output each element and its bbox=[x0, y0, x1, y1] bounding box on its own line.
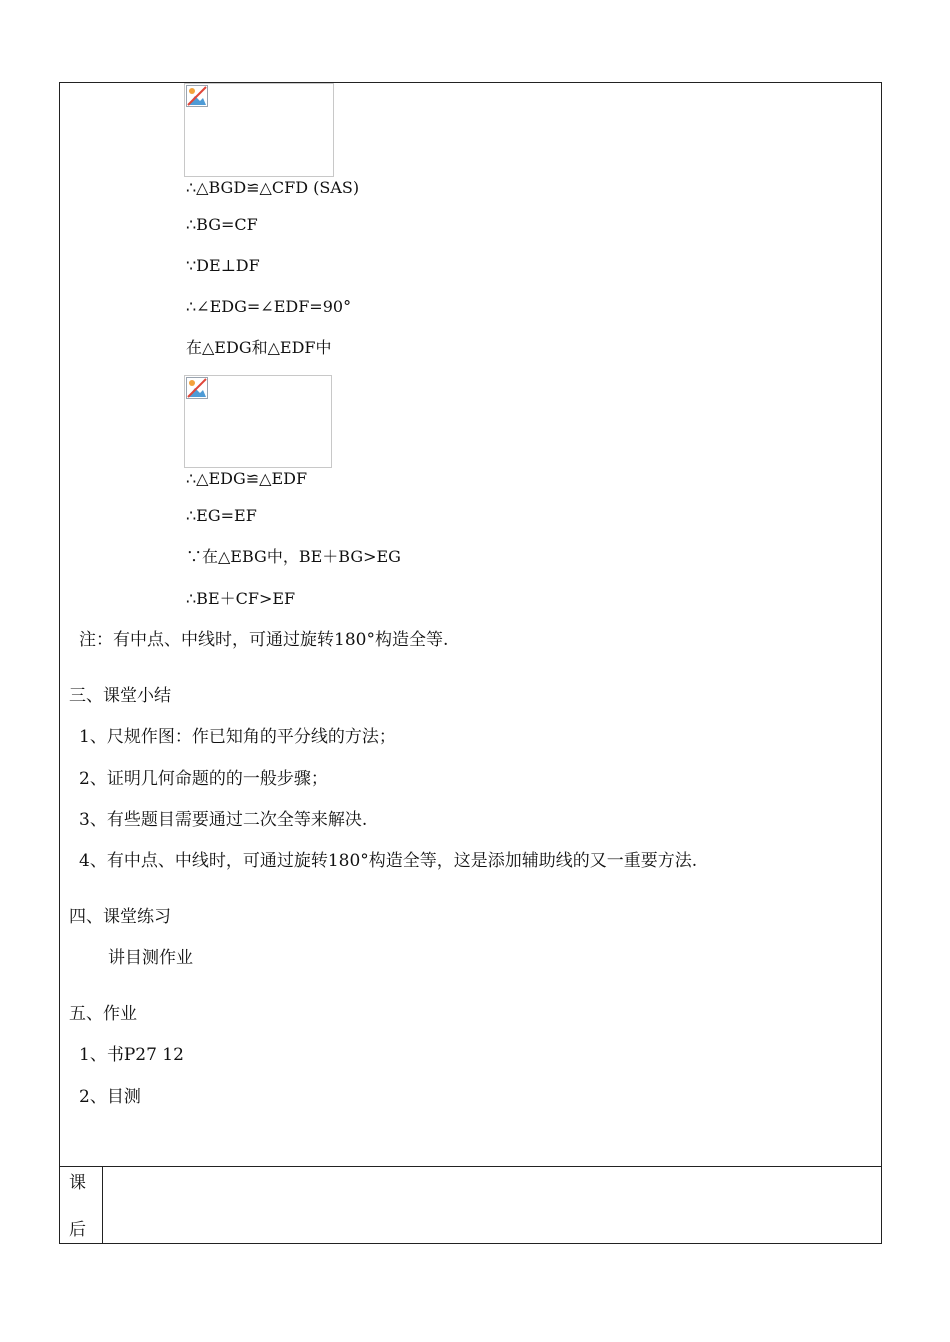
homework-item-1: 1、书P27 12 bbox=[79, 1045, 184, 1065]
figure-image-placeholder-2 bbox=[184, 375, 332, 468]
proof-line-5: 在△EDG和△EDF中 bbox=[186, 338, 332, 357]
proof-line-3: ∵DE⊥DF bbox=[186, 256, 260, 275]
proof-line-6: ∴△EDG≌△EDF bbox=[186, 469, 308, 488]
practice-heading: 四、课堂练习 bbox=[69, 907, 171, 927]
proof-line-8: ∵在△EBG中，BE＋BG>EG bbox=[186, 547, 401, 566]
homework-heading: 五、作业 bbox=[69, 1004, 137, 1024]
proof-line-1: ∴△BGD≌△CFD (SAS) bbox=[186, 178, 360, 197]
note-text: 注：有中点、中线时，可通过旋转180°构造全等. bbox=[79, 630, 449, 650]
broken-image-icon bbox=[186, 377, 208, 399]
broken-image-icon bbox=[186, 85, 208, 107]
after-class-label-1: 课 bbox=[69, 1173, 86, 1193]
practice-body: 讲目测作业 bbox=[108, 948, 193, 968]
lesson-table-frame bbox=[59, 82, 882, 1244]
summary-item-4: 4、有中点、中线时，可通过旋转180°构造全等，这是添加辅助线的又一重要方法. bbox=[79, 851, 698, 871]
proof-line-9: ∴BE＋CF>EF bbox=[186, 589, 296, 608]
summary-item-1: 1、尺规作图：作已知角的平分线的方法； bbox=[79, 727, 396, 747]
figure-image-placeholder-1 bbox=[184, 83, 334, 177]
summary-heading: 三、课堂小结 bbox=[69, 686, 171, 706]
proof-line-2: ∴BG=CF bbox=[186, 215, 258, 234]
summary-item-2: 2、证明几何命题的的一般步骤； bbox=[79, 769, 328, 789]
summary-item-3: 3、有些题目需要通过二次全等来解决. bbox=[79, 810, 368, 830]
homework-item-2: 2、目测 bbox=[79, 1087, 141, 1107]
table-row-divider bbox=[59, 1166, 882, 1167]
after-class-label-2: 后 bbox=[69, 1220, 86, 1240]
proof-line-7: ∴EG=EF bbox=[186, 506, 257, 525]
table-column-divider bbox=[102, 1166, 103, 1244]
proof-line-4: ∴∠EDG=∠EDF=90° bbox=[186, 297, 352, 316]
